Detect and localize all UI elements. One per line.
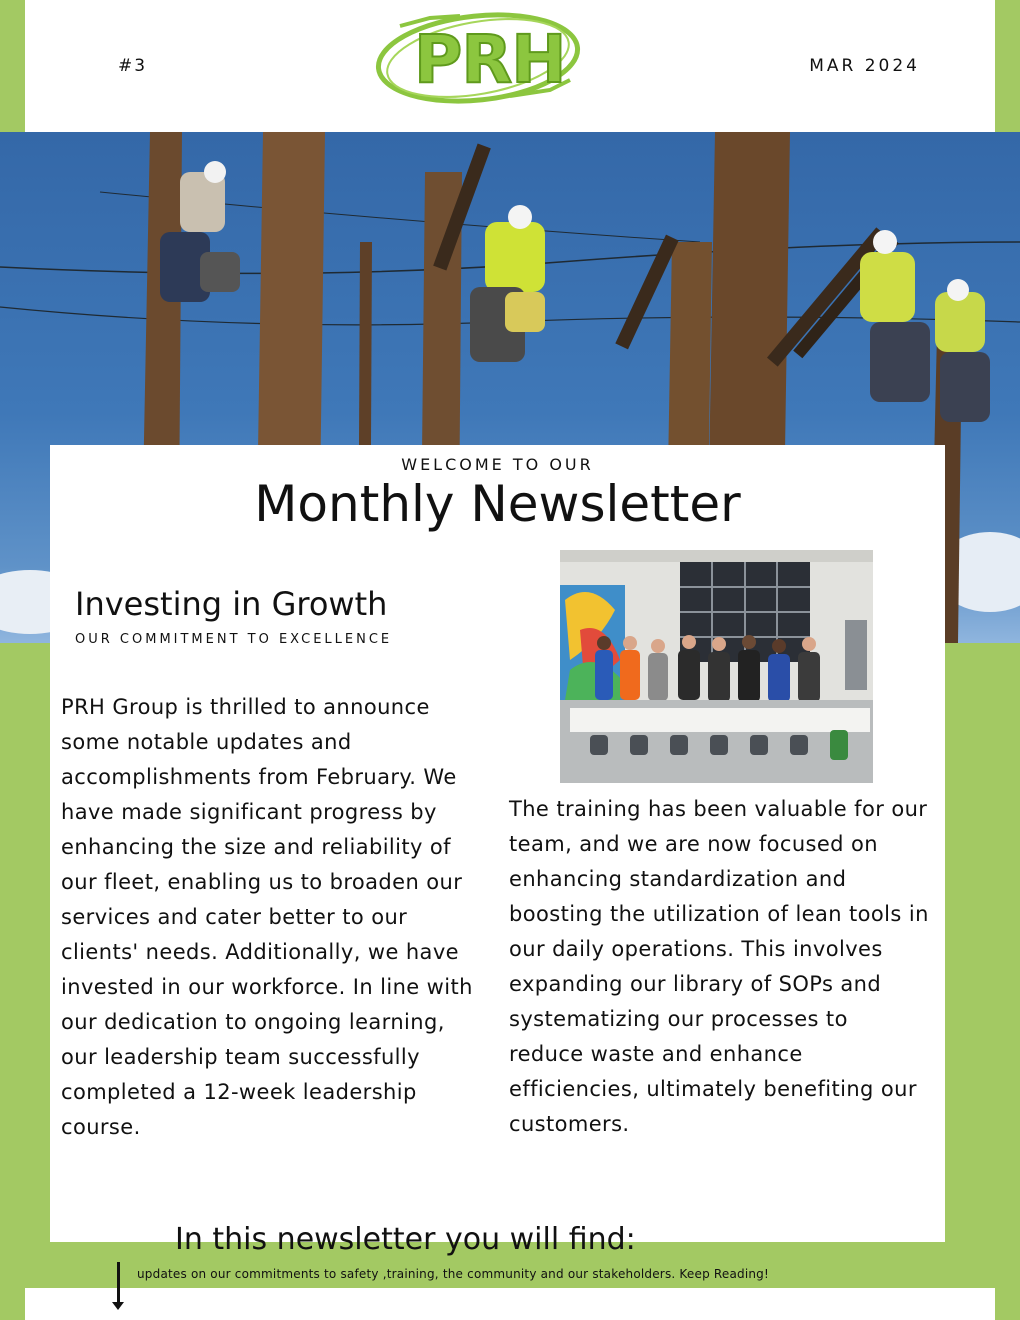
issue-number: #3 <box>118 56 148 76</box>
body-right-paragraph: The training has been valuable for our team, and we are now focused on enhancing standardization and boosting the utilization of lean tools in our daily operations. This involves expanding our library of SOPs and systematizing our processes to reduce waste and enhance efficiencies, ultimately benefiting our customers. <box>509 797 929 1136</box>
newsletter-card <box>50 445 945 1242</box>
newsletter-title: Monthly Newsletter <box>254 475 741 533</box>
section-subtitle: OUR COMMITMENT TO EXCELLENCE <box>75 632 393 647</box>
down-arrow-icon <box>117 1262 120 1304</box>
prh-logo <box>370 6 585 106</box>
section-title: Investing in Growth <box>75 585 388 623</box>
team-photo <box>560 550 873 783</box>
footer-white-bar <box>25 1288 995 1320</box>
footer-title: In this newsletter you will find: <box>175 1222 636 1257</box>
footer-summary: updates on our commitments to safety ,training, the community and our stakeholders. Keep Reading! <box>137 1267 770 1281</box>
header-bar <box>25 0 995 132</box>
body-left-paragraph: PRH Group is thrilled to announce some notable updates and accomplishments from February. We have made significant progress by enhancing the size and reliability of our fleet, enabling us to broaden our services and cater better to our clients' needs. Additionally, we have invested in our workforce. In line with our dedication to ongoing learning, our leadership team successfully completed a 12-week leadership course. <box>61 695 473 1139</box>
arrow-head-icon <box>112 1302 124 1310</box>
logo-text: PRH <box>414 21 566 98</box>
welcome-kicker: WELCOME TO OUR <box>401 455 594 474</box>
issue-date: MAR 2024 <box>809 56 920 76</box>
